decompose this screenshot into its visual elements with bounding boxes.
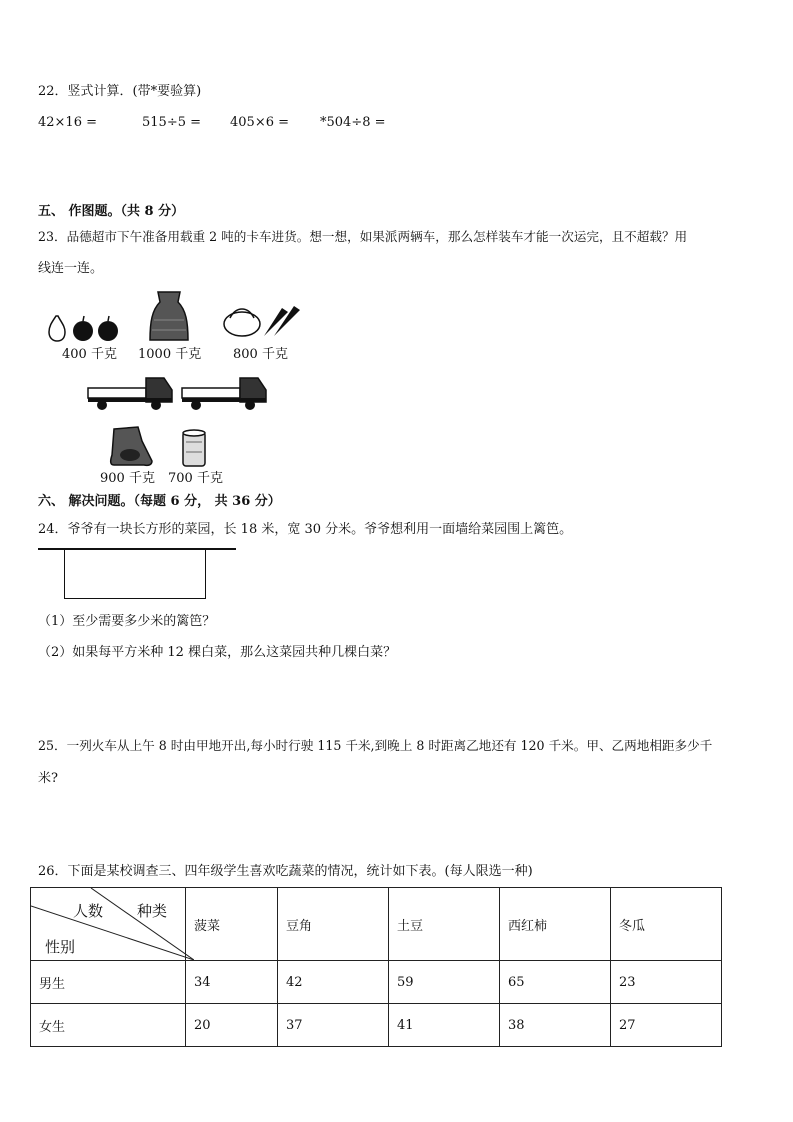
column-header: 土豆 — [389, 888, 500, 961]
bag-icon — [108, 425, 156, 467]
q24-sub1: （1）至少需要多少米的篱笆？ — [38, 614, 216, 629]
table-header-row — [31, 888, 722, 961]
q24-sub2: （2）如果每平方米种 12 棵白菜，那么这菜园共种几棵白菜？ — [38, 645, 397, 660]
q23-text-line2: 线连一连。 — [38, 261, 104, 276]
column-header: 菠菜 — [186, 888, 278, 961]
bag-weight: 900 千克 — [100, 471, 155, 486]
table-row — [31, 961, 722, 1004]
table-cell: 41 — [389, 1004, 500, 1047]
corner-label-type: 种类 — [137, 902, 168, 920]
table-cell: 27 — [611, 1004, 722, 1047]
sack-icon — [148, 290, 190, 342]
table-cell: 38 — [500, 1004, 611, 1047]
table-cell: 42 — [278, 961, 389, 1004]
table-row — [31, 1004, 722, 1047]
calc-item-2: 515÷5 = — [142, 115, 202, 130]
q22-title: 22．竖式计算．(带*要验算) — [38, 84, 202, 99]
q26-text: 26．下面是某校调查三、四年级学生喜欢吃蔬菜的情况，统计如下表。(每人限选一种) — [38, 864, 533, 879]
table-cell: 65 — [500, 961, 611, 1004]
fruit-weight: 400 千克 — [62, 347, 117, 362]
fruit-icon — [46, 312, 120, 342]
calc-item-1: 42×16 = — [38, 115, 98, 130]
q25-text-line1: 25．一列火车从上午 8 时由甲地开出,每小时行驶 115 千米,到晚上 8 时距离乙地还有 120 千米。甲、乙两地相距多少千 — [38, 738, 713, 753]
barrel-icon — [180, 428, 208, 468]
table-cell: 20 — [186, 1004, 278, 1047]
column-header: 豆角 — [278, 888, 389, 961]
vegetables-icon — [220, 300, 302, 338]
truck-icon — [180, 372, 268, 412]
q24-text: 24．爷爷有一块长方形的菜园，长 18 米，宽 30 分米。爷爷想利用一面墙给菜园围上篱笆。 — [38, 522, 573, 537]
table-cell: 34 — [186, 961, 278, 1004]
truck-icon — [86, 372, 174, 412]
calc-item-3: 405×6 = — [230, 115, 290, 130]
table-cell: 23 — [611, 961, 722, 1004]
barrel-weight: 700 千克 — [168, 471, 223, 486]
corner-label-gender: 性别 — [45, 938, 76, 956]
calc-item-4: *504÷8 = — [320, 115, 386, 130]
sack-weight: 1000 千克 — [138, 347, 202, 362]
column-header: 西红柿 — [500, 888, 611, 961]
vegetables-weight: 800 千克 — [233, 347, 288, 362]
diagonal-header-cell — [31, 888, 186, 961]
column-header: 冬瓜 — [611, 888, 722, 961]
row-label: 女生 — [31, 1004, 186, 1047]
q23-text-line1: 23．品德超市下午准备用载重 2 吨的卡车进货。想一想，如果派两辆车，那么怎样装车才能一次运完，且不超载？用 — [38, 229, 688, 244]
table-cell: 37 — [278, 1004, 389, 1047]
corner-label-count: 人数 — [73, 902, 104, 920]
vegetable-table — [30, 887, 722, 1047]
section5-title: 五、 作图题。（共 8 分） — [38, 204, 185, 219]
table-cell: 59 — [389, 961, 500, 1004]
section6-title: 六、 解决问题。（每题 6 分， 共 36 分） — [38, 494, 281, 509]
row-label: 男生 — [31, 961, 186, 1004]
q25-text-line2: 米? — [38, 771, 58, 786]
garden-rectangle — [64, 550, 206, 599]
